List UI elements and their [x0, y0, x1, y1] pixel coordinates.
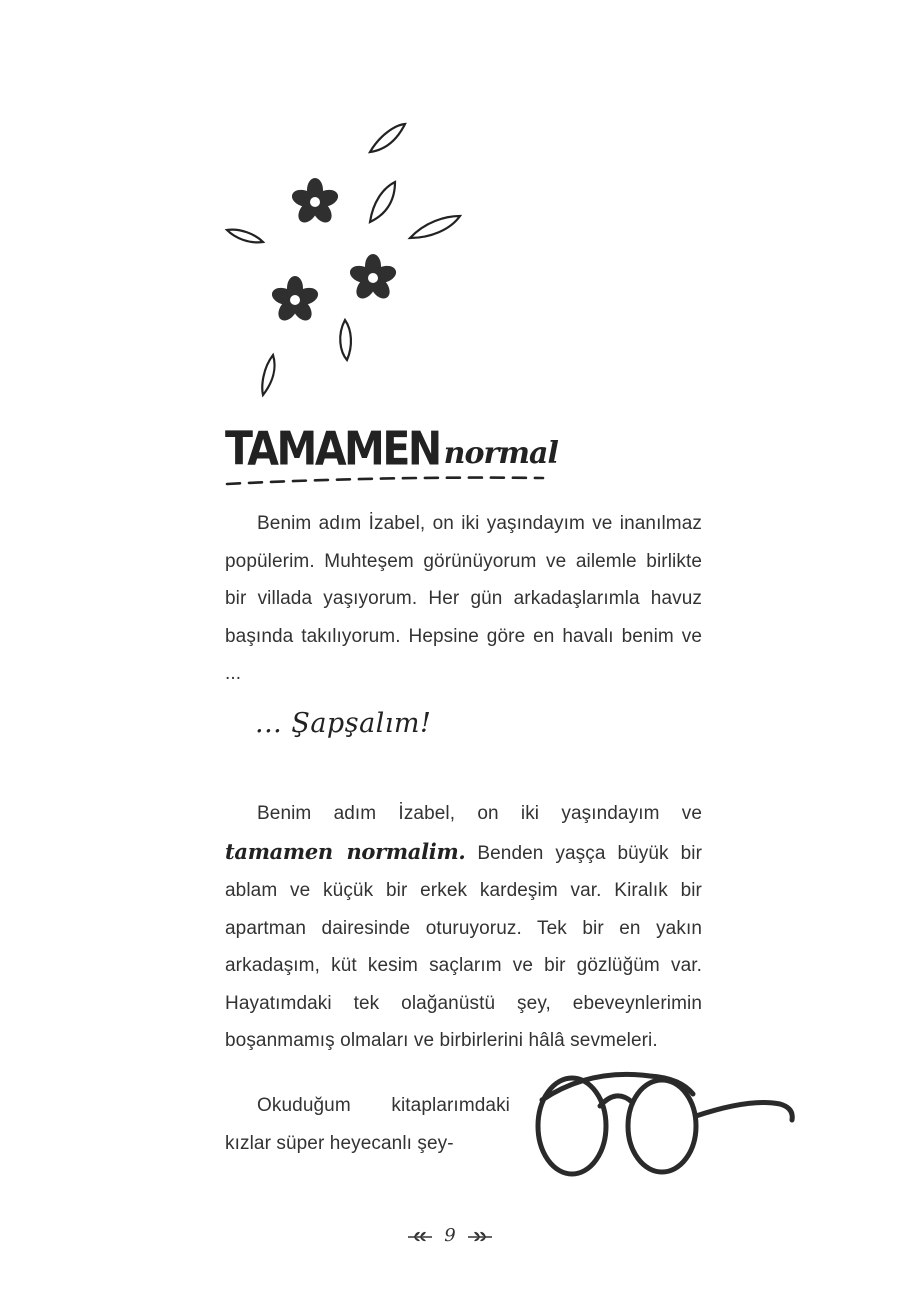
leaf-icon — [370, 182, 395, 222]
paragraph-3-text: Okuduğum kitaplarımdaki kızlar süper heyecanlı şey- — [225, 1095, 510, 1154]
leaf-icon — [262, 355, 274, 395]
leaf-icon — [410, 216, 460, 238]
paragraph-2-emphasis: tamamen normalim. — [225, 838, 466, 864]
chapter-title — [225, 422, 558, 476]
paragraph-3 — [225, 1087, 510, 1162]
dashed-underline — [225, 474, 545, 488]
flower-icon — [270, 178, 399, 324]
leaf-icon — [370, 124, 405, 152]
leaf-icon — [227, 230, 263, 243]
paragraph-1-text: Benim adım İzabel, on iki yaşındayım ve inanılmaz popülerim. Muhteşem görünüyorum ve ailemle birlikte bir villada yaşıyorum. Her gün arkadaşlarımla havuz başında takılıyorum. Hepsine göre en havalı benim ve ... — [225, 513, 702, 684]
flowers-illustration — [215, 110, 475, 410]
glasses-illustration — [530, 1058, 800, 1183]
interjection: ... Şapşalım! — [255, 708, 432, 739]
paragraph-2-after: Benden yaşça büyük bir ablam ve küçük bir erkek kardeşim var. Kiralık bir apartman dairesinde oturuyoruz. Tek bir en yakın arkadaşım, küt kesim saçlarım ve bir gözlüğüm var. Hayatımdaki tek olağanüstü şey, ebeveynlerimin boşanmamış olmaları ve birbirlerini hâlâ sevmeleri. — [225, 842, 702, 1051]
paragraph-2 — [225, 795, 702, 1060]
leaf-sprig-icon — [466, 1229, 494, 1243]
chapter-title-script: normal — [443, 436, 558, 471]
chapter-title-main: TAMAMEN — [225, 422, 440, 476]
glasses-temple — [696, 1103, 792, 1121]
page-footer — [0, 1225, 900, 1248]
glasses-bridge — [600, 1096, 632, 1106]
leaf-sprig-icon — [406, 1229, 434, 1243]
leaf-icon — [340, 320, 351, 360]
page-number: 9 — [444, 1225, 456, 1246]
glasses-lens-left — [538, 1078, 606, 1174]
paragraph-2-before: Benim adım İzabel, on iki yaşındayım ve — [257, 803, 702, 824]
glasses-lens-right — [628, 1080, 696, 1172]
paragraph-1 — [225, 505, 702, 693]
